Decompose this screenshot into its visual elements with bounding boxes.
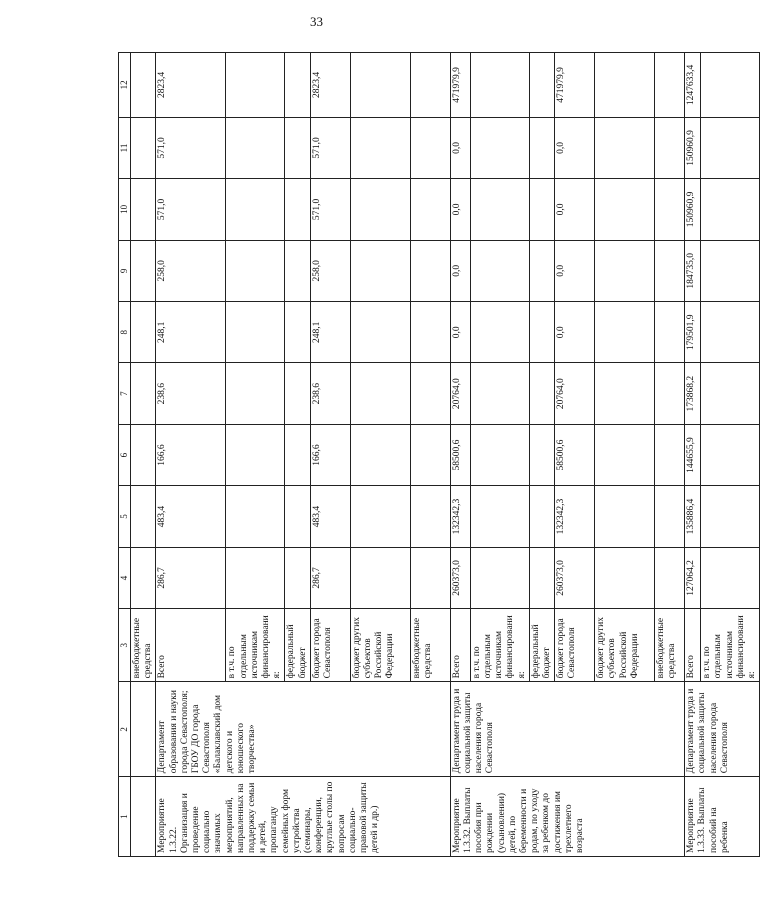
value-cell <box>410 486 450 547</box>
value-cell <box>131 486 156 547</box>
table-body <box>119 53 760 857</box>
value-cell <box>529 363 554 424</box>
value-cell <box>529 117 554 178</box>
value-cell: 0,0 <box>450 179 470 240</box>
value-cell <box>655 53 685 118</box>
value-cell <box>350 363 410 424</box>
header-cell: 11 <box>119 117 131 178</box>
header-cell: 8 <box>119 302 131 363</box>
value-cell <box>350 117 410 178</box>
value-cell: 0,0 <box>555 117 595 178</box>
value-cell: 166,6 <box>310 424 350 485</box>
value-cell: 248,1 <box>310 302 350 363</box>
value-cell: 58500,6 <box>450 424 470 485</box>
value-cell: 258,0 <box>310 240 350 301</box>
value-cell <box>529 240 554 301</box>
value-cell <box>655 424 685 485</box>
value-cell <box>655 547 685 608</box>
source-label-cell: бюджет других субъектов Российской Федерации <box>350 609 410 682</box>
value-cell <box>470 117 529 178</box>
value-cell: 260373,0 <box>450 547 470 608</box>
header-cell: 6 <box>119 424 131 485</box>
source-label-cell: внебюджетные средства <box>131 609 156 682</box>
value-cell <box>595 302 655 363</box>
value-cell: 286,7 <box>156 547 226 608</box>
value-cell: 238,6 <box>310 363 350 424</box>
header-cell: 5 <box>119 486 131 547</box>
header-cell: 1 <box>119 777 131 857</box>
table-row <box>685 53 701 857</box>
value-cell <box>350 424 410 485</box>
value-cell <box>285 53 310 118</box>
value-cell: 0,0 <box>450 302 470 363</box>
value-cell <box>226 486 285 547</box>
header-cell: 4 <box>119 547 131 608</box>
value-cell <box>350 302 410 363</box>
value-cell: 144655,9 <box>685 424 701 485</box>
value-cell <box>350 53 410 118</box>
value-cell <box>701 53 760 118</box>
event-cell: Мероприятие 1.3.22. Организация и проведение социально значимых мероприятий, направленных на поддержку семьи и детей, пропаганду семейных форм устройства (семинары, конференции, круглые столы по вопросам социально-правовой защиты детей и др.) <box>156 777 450 857</box>
executor-cell: Департамент образования и науки города Севастополя; ГБОУ ДО города Севастополя «Балаклавский дом детского и юношеского творчества» <box>156 682 450 777</box>
value-cell: 58500,6 <box>555 424 595 485</box>
value-cell: 260373,0 <box>555 547 595 608</box>
value-cell <box>470 53 529 118</box>
executor-cell: Департамент труда и социальной защиты населения города Севастополя <box>450 682 684 777</box>
value-cell <box>701 117 760 178</box>
event-cell: Мероприятие 1.3.32. Выплаты пособия при рождении (усыновлении) детей, по беременности и родам, по уходу за ребенком до достижения им трехлетнего возраста <box>450 777 684 857</box>
header-cell: 10 <box>119 179 131 240</box>
value-cell <box>595 117 655 178</box>
table-row <box>131 53 156 857</box>
value-cell <box>285 179 310 240</box>
value-cell <box>226 424 285 485</box>
value-cell: 20764,0 <box>555 363 595 424</box>
value-cell <box>131 117 156 178</box>
value-cell: 248,1 <box>156 302 226 363</box>
value-cell <box>470 179 529 240</box>
value-cell: 238,6 <box>156 363 226 424</box>
value-cell <box>131 424 156 485</box>
value-cell <box>595 240 655 301</box>
value-cell <box>285 302 310 363</box>
value-cell: 127064,2 <box>685 547 701 608</box>
value-cell: 1247633,4 <box>685 53 701 118</box>
value-cell <box>701 363 760 424</box>
value-cell <box>470 240 529 301</box>
value-cell <box>226 53 285 118</box>
source-label-cell: федеральный бюджет <box>285 609 310 682</box>
value-cell <box>595 424 655 485</box>
value-cell <box>285 547 310 608</box>
event-cell <box>131 777 156 857</box>
source-label-cell: бюджет города Севастополя <box>310 609 350 682</box>
value-cell <box>470 302 529 363</box>
value-cell <box>226 363 285 424</box>
value-cell: 135886,4 <box>685 486 701 547</box>
value-cell: 571,0 <box>310 179 350 240</box>
value-cell: 179501,9 <box>685 302 701 363</box>
value-cell <box>655 117 685 178</box>
value-cell <box>131 179 156 240</box>
header-cell: 9 <box>119 240 131 301</box>
value-cell <box>131 53 156 118</box>
value-cell <box>529 486 554 547</box>
value-cell <box>655 240 685 301</box>
header-cell: 2 <box>119 682 131 777</box>
value-cell <box>131 240 156 301</box>
value-cell <box>350 486 410 547</box>
value-cell <box>226 302 285 363</box>
table-row <box>450 53 470 857</box>
value-cell <box>226 547 285 608</box>
value-cell: 132342,3 <box>555 486 595 547</box>
value-cell <box>350 240 410 301</box>
value-cell: 20764,0 <box>450 363 470 424</box>
source-label-cell: бюджет других субъектов Российской Федерации <box>595 609 655 682</box>
executor-cell: Департамент труда и социальной защиты населения города Севастополя <box>685 682 760 777</box>
value-cell: 571,0 <box>156 117 226 178</box>
value-cell <box>131 547 156 608</box>
source-label-cell: федеральный бюджет <box>529 609 554 682</box>
header-cell: 3 <box>119 609 131 682</box>
value-cell <box>470 486 529 547</box>
value-cell <box>595 486 655 547</box>
value-cell <box>529 547 554 608</box>
source-label-cell: внебюджетные средства <box>655 609 685 682</box>
value-cell: 571,0 <box>310 117 350 178</box>
value-cell <box>701 240 760 301</box>
value-cell: 571,0 <box>156 179 226 240</box>
page-number: 33 <box>310 14 323 29</box>
value-cell: 132342,3 <box>450 486 470 547</box>
value-cell <box>701 302 760 363</box>
value-cell <box>410 302 450 363</box>
value-cell <box>529 53 554 118</box>
source-label-cell: в т.ч. по отдельным источникам финансирования: <box>470 609 529 682</box>
value-cell <box>701 179 760 240</box>
value-cell: 166,6 <box>156 424 226 485</box>
value-cell <box>226 117 285 178</box>
value-cell <box>410 424 450 485</box>
value-cell <box>701 424 760 485</box>
value-cell: 0,0 <box>555 302 595 363</box>
value-cell: 0,0 <box>555 240 595 301</box>
value-cell <box>285 117 310 178</box>
source-label-cell: Всего <box>156 609 226 682</box>
value-cell <box>529 424 554 485</box>
table-row <box>156 53 226 857</box>
source-label-cell: Всего <box>450 609 470 682</box>
value-cell <box>595 179 655 240</box>
value-cell: 184735,0 <box>685 240 701 301</box>
value-cell <box>285 363 310 424</box>
value-cell <box>410 117 450 178</box>
value-cell: 258,0 <box>156 240 226 301</box>
value-cell: 0,0 <box>450 117 470 178</box>
value-cell: 0,0 <box>555 179 595 240</box>
header-cell: 12 <box>119 53 131 118</box>
value-cell: 286,7 <box>310 547 350 608</box>
value-cell <box>470 547 529 608</box>
rotated-table-container <box>118 52 758 857</box>
source-label-cell: в т.ч. по отдельным источникам финансирования: <box>701 609 760 682</box>
value-cell <box>595 363 655 424</box>
financing-table <box>118 52 760 857</box>
value-cell: 150960,9 <box>685 179 701 240</box>
value-cell: 483,4 <box>310 486 350 547</box>
value-cell <box>410 363 450 424</box>
value-cell: 471979,9 <box>450 53 470 118</box>
header-row <box>119 53 131 857</box>
value-cell: 483,4 <box>156 486 226 547</box>
value-cell <box>410 179 450 240</box>
value-cell <box>701 486 760 547</box>
value-cell: 2823,4 <box>310 53 350 118</box>
value-cell: 173868,2 <box>685 363 701 424</box>
value-cell <box>285 424 310 485</box>
source-label-cell: Всего <box>685 609 701 682</box>
source-label-cell: бюджет города Севастополя <box>555 609 595 682</box>
source-label-cell: в т.ч. по отдельным источникам финансирования: <box>226 609 285 682</box>
value-cell: 471979,9 <box>555 53 595 118</box>
value-cell <box>595 547 655 608</box>
value-cell <box>595 53 655 118</box>
executor-cell <box>131 682 156 777</box>
value-cell <box>285 486 310 547</box>
value-cell <box>410 240 450 301</box>
value-cell <box>350 547 410 608</box>
value-cell <box>701 547 760 608</box>
value-cell <box>470 363 529 424</box>
value-cell <box>529 302 554 363</box>
value-cell <box>655 302 685 363</box>
value-cell: 150960,9 <box>685 117 701 178</box>
value-cell <box>655 363 685 424</box>
value-cell <box>655 179 685 240</box>
value-cell <box>529 179 554 240</box>
value-cell <box>410 53 450 118</box>
source-label-cell: внебюджетные средства <box>410 609 450 682</box>
value-cell <box>226 240 285 301</box>
value-cell: 0,0 <box>450 240 470 301</box>
value-cell <box>226 179 285 240</box>
header-cell: 7 <box>119 363 131 424</box>
value-cell: 2823,4 <box>156 53 226 118</box>
value-cell <box>350 179 410 240</box>
value-cell <box>131 302 156 363</box>
value-cell <box>470 424 529 485</box>
value-cell <box>410 547 450 608</box>
value-cell <box>285 240 310 301</box>
value-cell <box>655 486 685 547</box>
value-cell <box>131 363 156 424</box>
event-cell: Мероприятие 1.3.33. Выплаты пособий на ребенка <box>685 777 760 857</box>
